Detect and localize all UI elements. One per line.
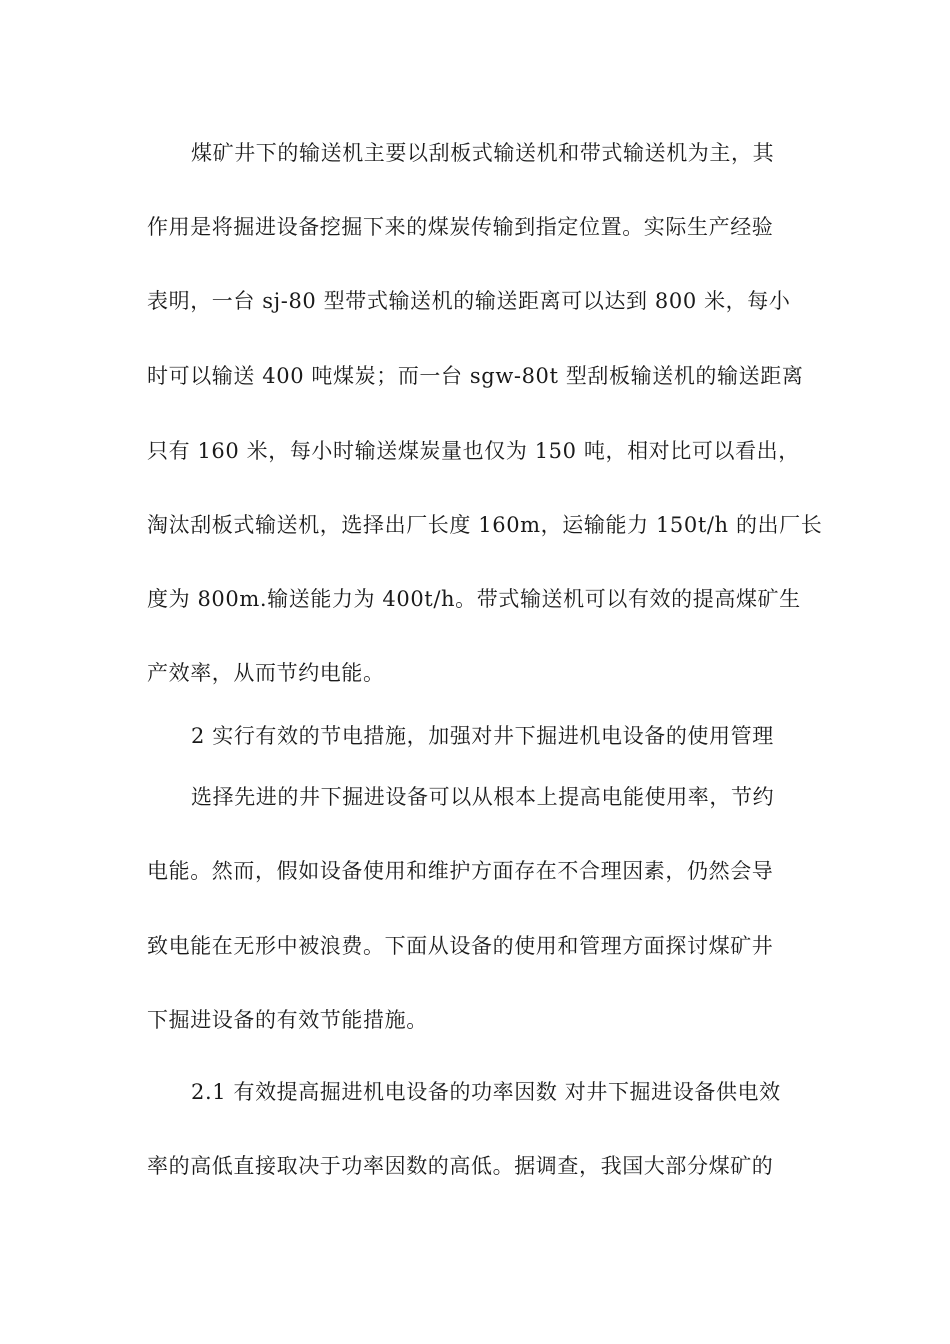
text-line: 电能。然而，假如设备使用和维护方面存在不合理因素，仍然会导 — [147, 859, 774, 883]
text-line: 淘汰刮板式输送机，选择出厂长度 160m，运输能力 150t/h 的出厂长 — [147, 513, 823, 537]
text-line: 致电能在无形中被浪费。下面从设备的使用和管理方面探讨煤矿井 — [147, 934, 774, 958]
text-line: 度为 800m.输送能力为 400t/h。带式输送机可以有效的提高煤矿生 — [147, 587, 801, 611]
text-line: 只有 160 米，每小时输送煤炭量也仅为 150 吨，相对比可以看出， — [147, 439, 800, 463]
section-heading: 2 实行有效的节电措施，加强对井下掘进机电设备的使用管理 — [191, 724, 774, 748]
text-line: 下掘进设备的有效节能措施。 — [147, 1008, 428, 1032]
subsection-heading-line: 2.1 有效提高掘进机电设备的功率因数 对井下掘进设备供电效 — [191, 1080, 781, 1104]
text-line: 表明，一台 sj-80 型带式输送机的输送距离可以达到 800 米，每小 — [147, 289, 791, 313]
text-line: 产效率，从而节约电能。 — [147, 661, 385, 685]
text-line: 时可以输送 400 吨煤炭；而一台 sgw-80t 型刮板输送机的输送距离 — [147, 364, 804, 388]
text-line: 率的高低直接取决于功率因数的高低。据调查，我国大部分煤矿的 — [147, 1154, 774, 1178]
text-line: 选择先进的井下掘进设备可以从根本上提高电能使用率，节约 — [191, 785, 775, 809]
text-line: 作用是将掘进设备挖掘下来的煤炭传输到指定位置。实际生产经验 — [147, 215, 774, 239]
text-line: 煤矿井下的输送机主要以刮板式输送机和带式输送机为主，其 — [191, 141, 775, 165]
